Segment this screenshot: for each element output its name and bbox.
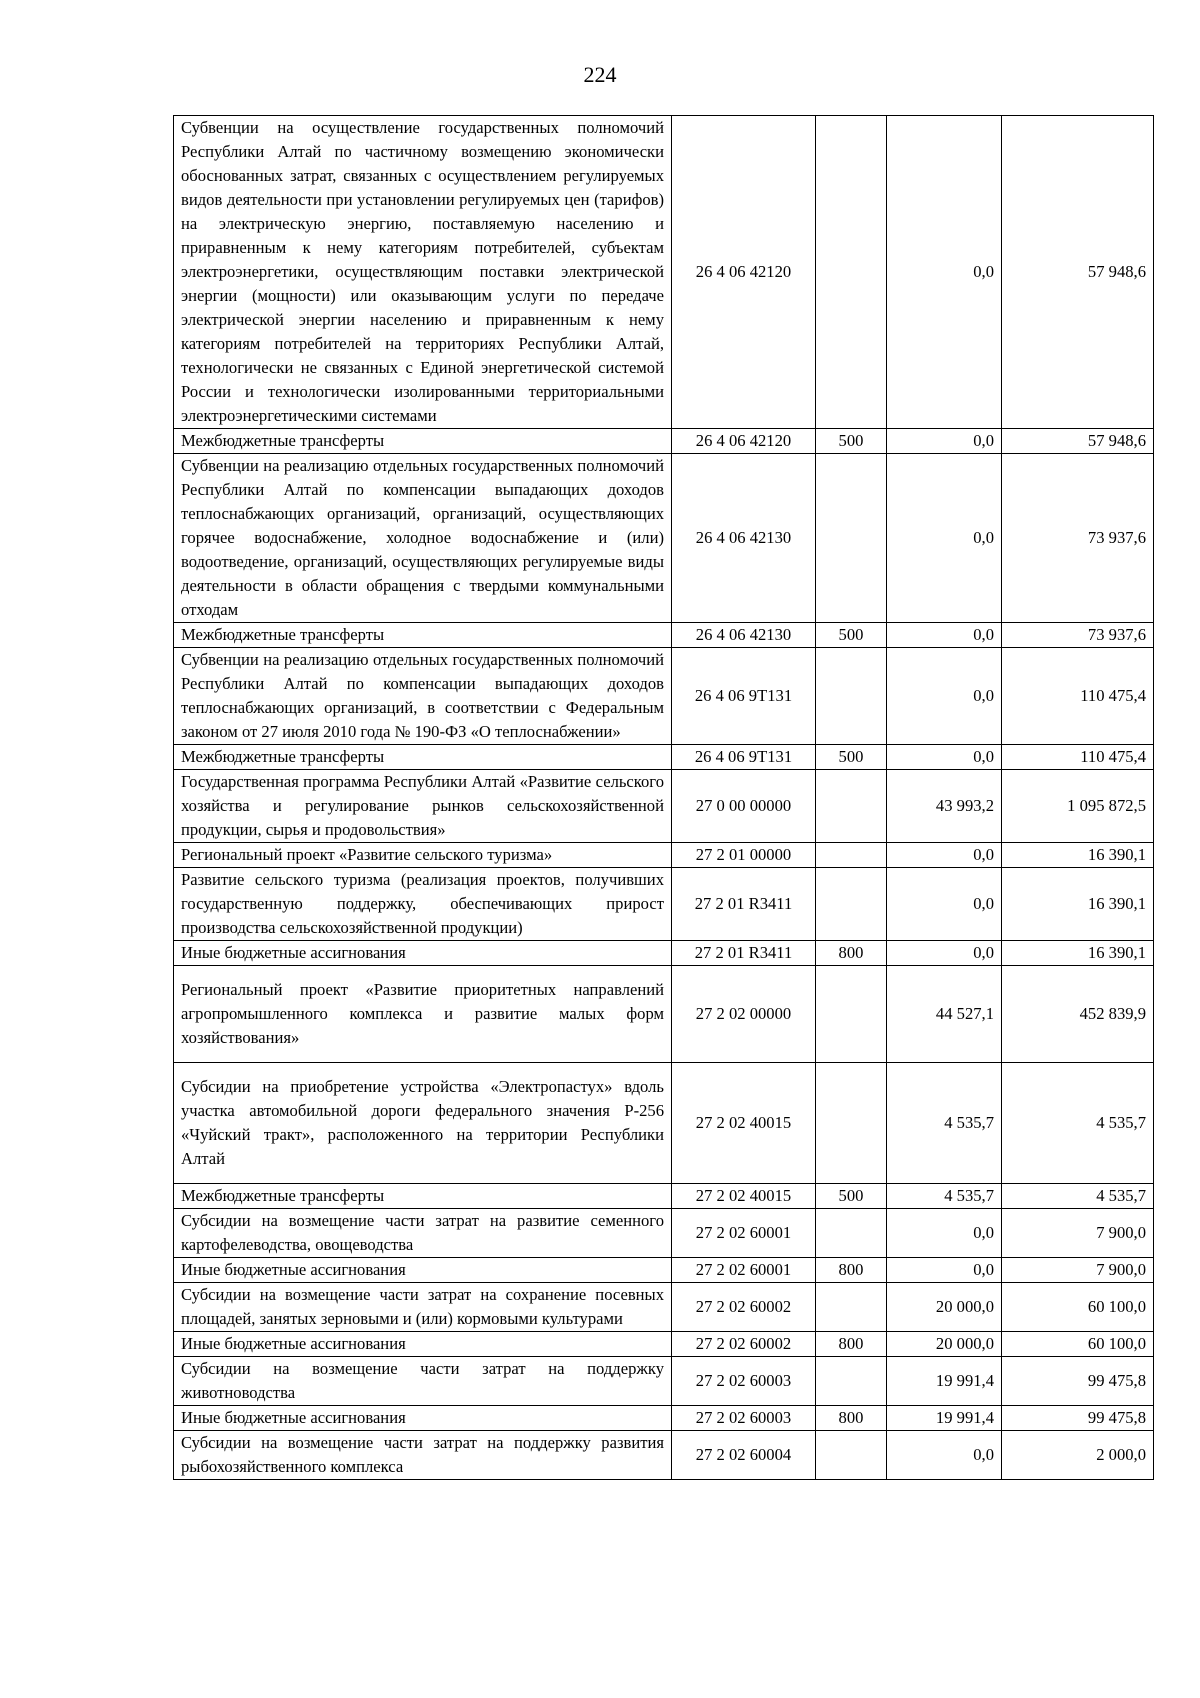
row-expense-type [816, 454, 887, 623]
row-target-code: 27 2 02 40015 [672, 1063, 816, 1184]
row-amount-1: 0,0 [887, 454, 1002, 623]
row-target-code: 27 2 02 40015 [672, 1184, 816, 1209]
row-name: Межбюджетные трансферты [174, 623, 672, 648]
row-expense-type [816, 1357, 887, 1406]
row-amount-1: 44 527,1 [887, 966, 1002, 1063]
row-name: Субвенции на осуществление государственных полномочий Республики Алтай по частичному возмещению экономически обоснованных затрат, связанных с осуществлением регулируемых видов деятельности при установлении регулируемых цен (тарифов) на электрическую энергию, поставляемую населению и приравненным к нему категориям потребителей, субъектам электроэнергетики, осуществляющим поставки электрической энергии (мощности) или оказывающим услуги по передаче электрической энергии населению и приравненным к нему категориям потребителей на территориях Республики Алтай, технологически не связанных с Единой энергетической системой России и технологически изолированными территориальными электроэнергетическими системами [174, 116, 672, 429]
row-amount-1: 0,0 [887, 429, 1002, 454]
row-amount-1: 0,0 [887, 843, 1002, 868]
row-expense-type: 500 [816, 1184, 887, 1209]
row-amount-1: 43 993,2 [887, 770, 1002, 843]
row-amount-1: 20 000,0 [887, 1332, 1002, 1357]
table-row [174, 116, 1154, 429]
row-amount-2: 110 475,4 [1002, 745, 1154, 770]
row-name: Региональный проект «Развитие приоритетных направлений агропромышленного комплекса и развитие малых форм хозяйствования» [174, 966, 672, 1063]
table-row [174, 1184, 1154, 1209]
row-amount-2: 99 475,8 [1002, 1357, 1154, 1406]
row-target-code: 26 4 06 42130 [672, 623, 816, 648]
row-target-code: 26 4 06 9Т131 [672, 745, 816, 770]
table-row [174, 1357, 1154, 1406]
row-amount-2: 4 535,7 [1002, 1063, 1154, 1184]
row-target-code: 26 4 06 9Т131 [672, 648, 816, 745]
row-amount-1: 4 535,7 [887, 1063, 1002, 1184]
row-target-code: 27 2 02 60004 [672, 1431, 816, 1480]
row-name: Межбюджетные трансферты [174, 429, 672, 454]
row-target-code: 27 2 01 R3411 [672, 868, 816, 941]
row-amount-1: 20 000,0 [887, 1283, 1002, 1332]
row-amount-1: 0,0 [887, 623, 1002, 648]
row-expense-type: 500 [816, 623, 887, 648]
row-amount-1: 0,0 [887, 941, 1002, 966]
row-amount-2: 7 900,0 [1002, 1258, 1154, 1283]
row-name: Государственная программа Республики Алтай «Развитие сельского хозяйства и регулирование рынков сельскохозяйственной продукции, сырья и продовольствия» [174, 770, 672, 843]
table-row [174, 1332, 1154, 1357]
row-name: Субсидии на приобретение устройства «Электропастух» вдоль участка автомобильной дороги федерального значения Р-256 «Чуйский тракт», расположенного на территории Республики Алтай [174, 1063, 672, 1184]
row-target-code: 27 0 00 00000 [672, 770, 816, 843]
row-expense-type: 800 [816, 941, 887, 966]
row-expense-type: 500 [816, 745, 887, 770]
row-name: Региональный проект «Развитие сельского туризма» [174, 843, 672, 868]
table-row [174, 745, 1154, 770]
row-target-code: 27 2 02 60001 [672, 1209, 816, 1258]
row-expense-type [816, 648, 887, 745]
row-amount-2: 60 100,0 [1002, 1332, 1154, 1357]
row-name: Межбюджетные трансферты [174, 745, 672, 770]
row-name: Субвенции на реализацию отдельных государственных полномочий Республики Алтай по компенсации выпадающих доходов теплоснабжающих организаций, в соответствии с Федеральным законом от 27 июля 2010 года № 190-ФЗ «О теплоснабжении» [174, 648, 672, 745]
row-amount-2: 7 900,0 [1002, 1209, 1154, 1258]
row-target-code: 27 2 02 60003 [672, 1357, 816, 1406]
row-expense-type [816, 116, 887, 429]
row-amount-2: 110 475,4 [1002, 648, 1154, 745]
row-expense-type [816, 1209, 887, 1258]
row-amount-2: 452 839,9 [1002, 966, 1154, 1063]
table-row [174, 1209, 1154, 1258]
row-amount-2: 16 390,1 [1002, 843, 1154, 868]
row-expense-type [816, 868, 887, 941]
row-name: Субсидии на возмещение части затрат на поддержку развития рыбохозяйственного комплекса [174, 1431, 672, 1480]
table-row [174, 868, 1154, 941]
table-row [174, 648, 1154, 745]
row-name: Иные бюджетные ассигнования [174, 1258, 672, 1283]
row-amount-2: 57 948,6 [1002, 429, 1154, 454]
row-amount-1: 19 991,4 [887, 1357, 1002, 1406]
row-target-code: 26 4 06 42120 [672, 116, 816, 429]
row-amount-2: 16 390,1 [1002, 868, 1154, 941]
row-target-code: 27 2 02 60002 [672, 1283, 816, 1332]
row-name: Субвенции на реализацию отдельных государственных полномочий Республики Алтай по компенсации выпадающих доходов теплоснабжающих организаций, организаций, осуществляющих горячее водоснабжение, холодное водоснабжение и (или) водоотведение, организаций, осуществляющих регулируемые виды деятельности в области обращения с твердыми коммунальными отходам [174, 454, 672, 623]
row-target-code: 26 4 06 42120 [672, 429, 816, 454]
row-name: Иные бюджетные ассигнования [174, 1332, 672, 1357]
row-expense-type: 500 [816, 429, 887, 454]
row-expense-type [816, 1063, 887, 1184]
row-expense-type [816, 1431, 887, 1480]
row-amount-2: 4 535,7 [1002, 1184, 1154, 1209]
row-amount-1: 0,0 [887, 868, 1002, 941]
table-row [174, 1431, 1154, 1480]
row-expense-type [816, 843, 887, 868]
row-name: Межбюджетные трансферты [174, 1184, 672, 1209]
row-amount-2: 73 937,6 [1002, 623, 1154, 648]
row-amount-2: 16 390,1 [1002, 941, 1154, 966]
row-target-code: 27 2 01 00000 [672, 843, 816, 868]
row-name: Иные бюджетные ассигнования [174, 941, 672, 966]
row-target-code: 27 2 02 60001 [672, 1258, 816, 1283]
page-number: 224 [583, 62, 617, 87]
row-amount-2: 60 100,0 [1002, 1283, 1154, 1332]
table-row [174, 1063, 1154, 1184]
row-expense-type [816, 966, 887, 1063]
row-name: Субсидии на возмещение части затрат на сохранение посевных площадей, занятых зерновыми и (или) кормовыми культурами [174, 1283, 672, 1332]
row-amount-2: 1 095 872,5 [1002, 770, 1154, 843]
row-name: Субсидии на возмещение части затрат на развитие семенного картофелеводства, овощеводства [174, 1209, 672, 1258]
row-amount-2: 99 475,8 [1002, 1406, 1154, 1431]
row-name: Развитие сельского туризма (реализация проектов, получивших государственную поддержку, обеспечивающих прирост производства сельскохозяйственной продукции) [174, 868, 672, 941]
table-row [174, 966, 1154, 1063]
row-amount-1: 0,0 [887, 745, 1002, 770]
row-expense-type: 800 [816, 1332, 887, 1357]
table-row [174, 941, 1154, 966]
row-expense-type [816, 770, 887, 843]
row-expense-type: 800 [816, 1406, 887, 1431]
table-row [174, 1406, 1154, 1431]
table-row [174, 454, 1154, 623]
row-target-code: 27 2 02 60003 [672, 1406, 816, 1431]
table-row [174, 1258, 1154, 1283]
row-amount-1: 0,0 [887, 1431, 1002, 1480]
row-expense-type [816, 1283, 887, 1332]
row-target-code: 27 2 02 00000 [672, 966, 816, 1063]
budget-table-body [174, 116, 1154, 1480]
row-amount-1: 0,0 [887, 1209, 1002, 1258]
budget-table [173, 115, 1154, 1480]
row-amount-1: 0,0 [887, 1258, 1002, 1283]
row-target-code: 26 4 06 42130 [672, 454, 816, 623]
row-amount-1: 19 991,4 [887, 1406, 1002, 1431]
table-row [174, 1283, 1154, 1332]
row-target-code: 27 2 01 R3411 [672, 941, 816, 966]
row-amount-2: 57 948,6 [1002, 116, 1154, 429]
table-row [174, 770, 1154, 843]
row-amount-1: 4 535,7 [887, 1184, 1002, 1209]
row-amount-2: 73 937,6 [1002, 454, 1154, 623]
table-row [174, 623, 1154, 648]
row-name: Субсидии на возмещение части затрат на поддержку животноводства [174, 1357, 672, 1406]
row-amount-2: 2 000,0 [1002, 1431, 1154, 1480]
row-target-code: 27 2 02 60002 [672, 1332, 816, 1357]
row-name: Иные бюджетные ассигнования [174, 1406, 672, 1431]
table-row [174, 843, 1154, 868]
table-row [174, 429, 1154, 454]
row-amount-1: 0,0 [887, 116, 1002, 429]
row-amount-1: 0,0 [887, 648, 1002, 745]
row-expense-type: 800 [816, 1258, 887, 1283]
